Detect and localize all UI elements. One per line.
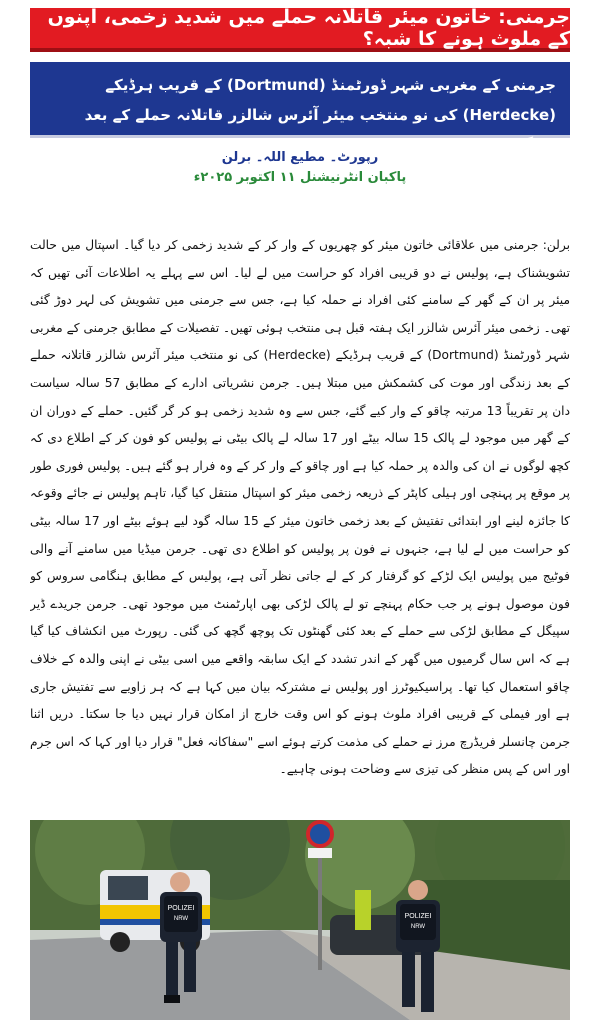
news-photo bbox=[30, 820, 570, 1020]
vest-sublabel-left: NRW bbox=[173, 916, 189, 922]
byline bbox=[0, 148, 600, 188]
headline bbox=[30, 8, 570, 52]
background-officer bbox=[355, 890, 371, 930]
byline-reporter: رپورٹ۔ مطیع اللہ۔ برلن bbox=[221, 150, 379, 165]
byline-dateline: پاکبان انٹرنیشنل ۱۱ اکتوبر ۲۰۲۵ء bbox=[193, 170, 407, 185]
photo-illustration bbox=[30, 820, 570, 1020]
article-body: برلن: جرمنی میں علاقائی خاتون میئر کو چھریوں کے وار کر کے شدید زخمی کر دیا گیا۔ اسپتال میں حالت تشویشناک ہے، پولیس نے دو قریبی افراد کو حراست میں لے لیا۔ اس سے پہلے یہ اطلاعات آئی تھیں کہ میئر پر ان کے گھر کے سامنے کئی افراد نے حملہ کیا ہے، جس سے جرمنی میں تشویش کی لہر دوڑ گئی تھی۔ زخمی میئر آئرس شالزر ایک ہفتہ قبل ہی منتخب ہوئی تھیں۔ تفصیلات کے مطابق جرمنی کے مغربی شہر ڈورٹمنڈ (Dortmund) کے قریب ہرڈیکے (Herdecke) کی نو منتخب میئر آئرس شالزر قاتلانہ حملے کے بعد زندگی اور موت کی کشمکش میں مبتلا ہیں۔ جرمن نشریاتی ادارے کے مطابق 57 سالہ سیاست دان پر تقریباً 13 مرتبہ چاقو کے وار کیے گئے، جس سے وہ شدید زخمی ہو کر گر گئیں۔ حملے کے دوران ان کے گھر میں موجود لے پالک 15 سالہ بیٹے اور 17 سالہ لے پالک بیٹی نے پولیس کو فون کر کے اطلاع دی کہ کچھ لوگوں نے ان کی والدہ پر حملہ کیا ہے اور چاقو کے وار کر کے وہ فرار ہو گئے ہیں۔ پولیس فوری طور پر موقع پر پہنچی اور ہیلی کاپٹر کے ذریعہ زخمی میئر کو اسپتال منتقل کیا گیا، تاہم پولیس نے جائے وقوعہ کا جائزہ لینے اور ابتدائی تفتیش کے بعد زخمی خاتون میئر کے 15 سالہ گود لیے ہوئے بیٹے اور 17 سالہ بیٹی کو حراست میں لے لیا ہے، جنہوں نے فون پر پولیس کو اطلاع دی تھی۔ جرمن میڈیا میں سامنے آنے والی فوٹیج میں پولیس ایک لڑکے کو گرفتار کر کے لے جاتی نظر آتی ہے، پولیس کے مطابق ہنگامی سروس کو فون موصول ہونے پر جب حکام پہنچے تو لے پالک لڑکی بھی اپارٹمنٹ میں موجود تھی۔ جرمن جریدے ڈیر سپیگل کے مطابق لڑکی سے حملے کے بعد کئی گھنٹوں تک پوچھ گچھ کی گئی۔ رپورٹ میں انکشاف کیا گیا ہے کہ اس سال گرمیوں میں گھر کے اندر تشدد کے ایک سابقہ واقعے میں اسی بیٹی نے اپنی والدہ کے خلاف چاقو استعمال کیا تھا۔ پراسیکیوٹرز اور پولیس نے مشترکہ بیان میں کہا ہے کہ ہر زاویے سے تفتیش جاری ہے اور فیملی کے قریبی افراد ملوث ہونے کو اس وقت خارج از امکان قرار نہیں دیا جا سکتا۔ دریں اثنا جرمن چانسلر فریڈرچ مرز نے حملے کی مذمت کرتے ہوئے اسے "سفاکانہ فعل" قرار دیا اور کہا کہ اس جرم اور اس کے پس منظر کی تیزی سے وضاحت ہونی چاہیے۔ bbox=[30, 238, 570, 777]
subheading-text: جرمنی کے مغربی شہر ڈورٹمنڈ (Dortmund) کے قریب ہرڈیکے (Herdecke) کی نو منتخب میئر آئرس شالزر قاتلانہ حملے کے بعد زندگی اور موت کی کشمکش میں مبتلا ہیں۔ bbox=[84, 76, 556, 154]
vest-label-left: POLIZEI bbox=[167, 905, 195, 912]
vest-label-right: POLIZEI bbox=[404, 913, 432, 920]
headline-text: جرمنی: خاتون میئر قاتلانہ حملے میں شدید زخمی، اپنوں کے ملوث ہونے کا شبہ؟ bbox=[47, 6, 570, 50]
subheading-box bbox=[30, 62, 570, 154]
vest-sublabel-right: NRW bbox=[410, 924, 426, 930]
